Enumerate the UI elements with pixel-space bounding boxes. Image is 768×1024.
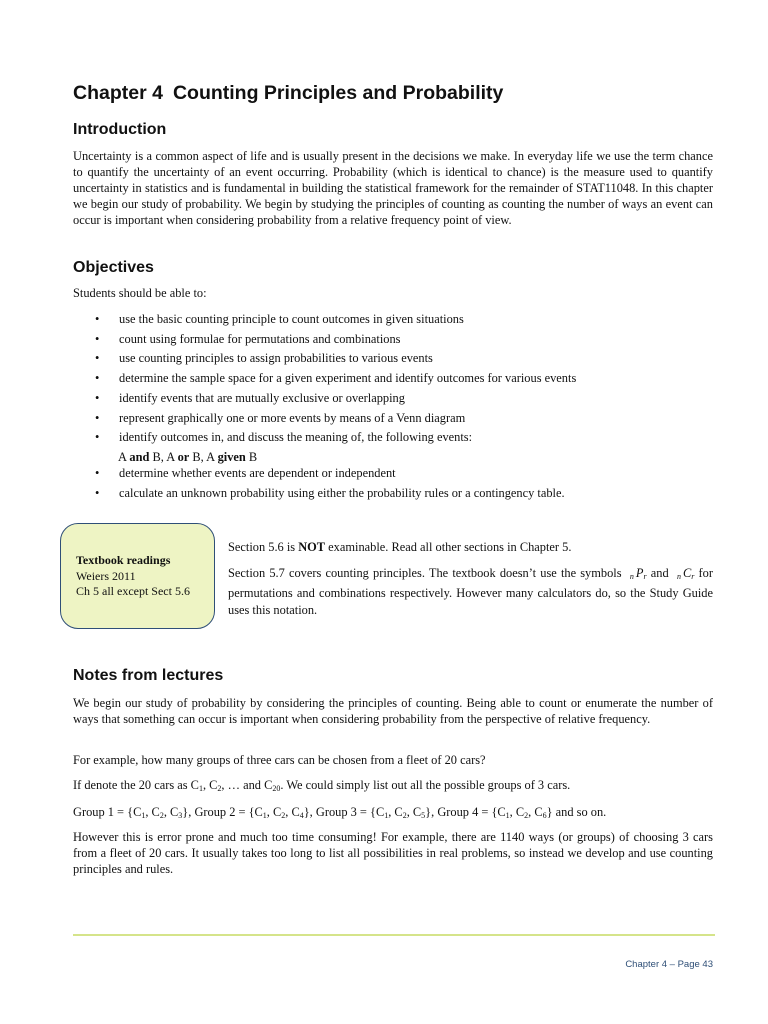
objectives-lead: Students should be able to: xyxy=(73,286,207,300)
notes-paragraph-2: For example, how many groups of three cars can be chosen from a fleet of 20 cars? xyxy=(73,753,486,767)
events-line: A and B, A or B, A given B xyxy=(118,450,258,464)
objective-item: • identify events that are mutually exclusive or overlapping xyxy=(73,389,713,409)
groups-line: Group $1 = \{C_1$, $C_2$, $C_3$}, Group $2 = \{C_1$, $C_2$, $C_4$}, Group $3 = \{C_1$, $C_2$, $C_5$}, Group $4 = \{C_1$, $C_2$, $C_6$} and so on. xyxy=(73,805,607,820)
examinable-note: Section 5.6 is NOT examinable. Read all other sections in Chapter 5. xyxy=(228,540,572,554)
bullet-icon: • xyxy=(95,430,100,445)
bullet-icon: • xyxy=(95,312,100,326)
permutation-symbol: n $P_r$ xyxy=(629,566,647,581)
footer-rule xyxy=(73,934,715,936)
textbook-readings-title: Textbook readings xyxy=(76,553,171,567)
notes-paragraph-1: We begin our study of probability by considering the principles of counting. Being able to count or enumerate the number of ways that something can occur is important when considering probability from the perspective of relative frequency. xyxy=(73,696,713,726)
notes-heading: Notes from lectures xyxy=(73,667,224,684)
textbook-name: Weiers 2011 xyxy=(76,568,136,583)
bullet-icon: • xyxy=(95,485,100,500)
notes-paragraph-5: However this is error prone and much too time consuming! For example, there are 1140 ways (or groups) of choosing 3 cars from a fleet of 20 cars. It usually takes too long to list all possibilities in real problems, so instead we develop and use counting principles and rules. xyxy=(73,830,713,876)
bullet-icon: • xyxy=(95,410,100,425)
objective-item: • count using formulae for permutations and combinations xyxy=(73,330,713,350)
objective-item: • use the basic counting principle to count outcomes in given situations xyxy=(73,310,713,330)
textbook-chapters: Ch 5 all except Sect 5.6 xyxy=(76,584,190,598)
textbook-readings-box xyxy=(60,523,215,629)
bullet-icon: • xyxy=(95,371,100,386)
bullet-icon: • xyxy=(95,465,100,480)
objectives-heading: Objectives xyxy=(73,259,154,276)
objective-item: • represent graphically one or more events by means of a Venn diagram xyxy=(73,409,713,429)
objective-item: • use counting principles to assign probabilities to various events xyxy=(73,349,713,369)
counting-notation-note: Section 5.7 covers counting principles. The textbook doesn’t use the symbols n $P_r$ and n $C_r$ for permutations and combinations respectively. However many calculators do, so the Study Guide uses this notation. xyxy=(228,566,713,617)
objective-item: • determine the sample space for a given experiment and identify outcomes for various events xyxy=(73,369,713,389)
bullet-icon: • xyxy=(95,351,100,366)
introduction-heading: Introduction xyxy=(73,121,167,138)
objective-item: • calculate an unknown probability using either the probability rules or a contingency table. xyxy=(73,484,713,504)
page-footer: Chapter 4 – Page 43 xyxy=(625,959,713,970)
objective-item: • identify outcomes in, and discuss the meaning of, the following events: xyxy=(73,428,713,448)
chapter-name: Counting Principles and Probability xyxy=(172,82,504,104)
introduction-text: Uncertainty is a common aspect of life and is usually present in the decisions we make. In everyday life we use the term chance to quantify the uncertainty of an event occurring. Probability (which is identical to chance) is the measure used to quantify uncertainty in statistics and is fundamental in building the statistical framework for the remainder of STAT11048. In this chapter we begin our study of probability. We begin by studying the principles of counting as counting the number of ways an event can occur is important when considering probability from a relative frequency point of view. xyxy=(73,149,713,227)
chapter-title xyxy=(73,82,503,105)
chapter-number: Chapter 4 xyxy=(73,82,163,104)
objective-item: • determine whether events are dependent or independent xyxy=(73,464,713,484)
objectives-list xyxy=(73,310,713,503)
bullet-icon: • xyxy=(95,390,100,405)
combination-symbol: n $C_r$ xyxy=(676,566,695,581)
bullet-icon: • xyxy=(95,331,100,346)
notes-paragraph-3: If denote the 20 cars as $C_1$, $C_2$, … and $C_{20}$. We could simply list out all the possible groups of 3 cars. xyxy=(73,778,571,793)
